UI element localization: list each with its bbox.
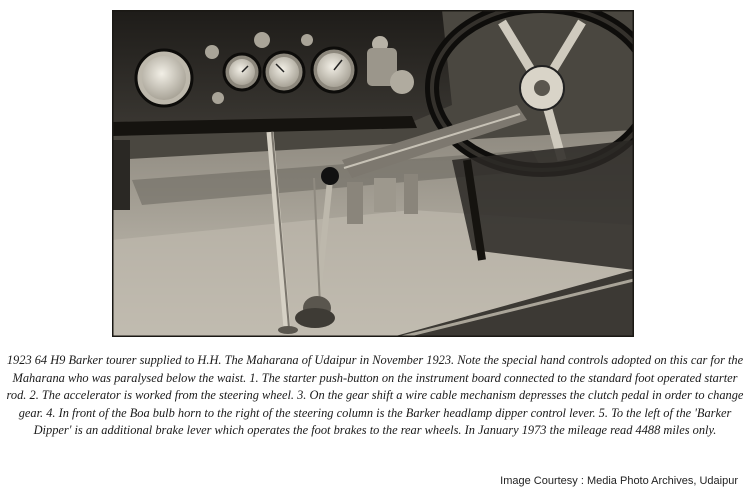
image-credit: Image Courtesy : Media Photo Archives, Udaipur: [500, 475, 738, 487]
photo-illustration: [112, 10, 634, 337]
photo-caption: 1923 64 H9 Barker tourer supplied to H.H. The Maharana of Udaipur in November 1923. Note the special hand controls adopted on this car for the Maharana who was paralysed below the waist. 1. The starter push-button on the instrument board connected to the standard foot operated starter rod. 2. The accelerator is worked from the steering wheel. 3. On the gear shift a wire cable mechanism depresses the clutch pedal in order to change gear. 4. In front of the Boa bulb horn to the right of the steering column is the Barker headlamp dipper control lever. 5. To the left of the 'Barker Dipper' is an additional brake lever which operates the foot brakes to the rear wheels. In January 1973 the mileage read 4488 miles only.: [6, 353, 744, 438]
vintage-car-interior-photo: [112, 10, 634, 337]
